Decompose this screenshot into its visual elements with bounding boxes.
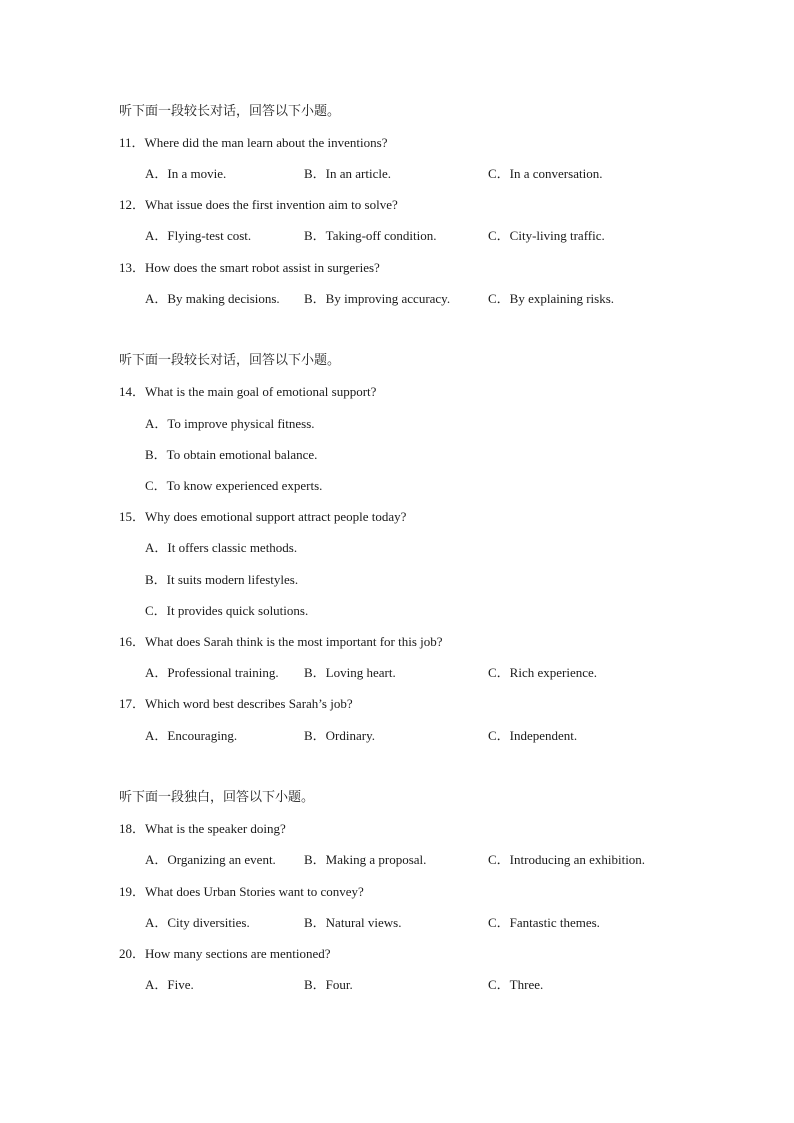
- option-text: Natural views.: [325, 915, 402, 930]
- option-letter: B．: [304, 915, 326, 930]
- question-text: Which word best describes Sarah’s job?: [145, 696, 353, 711]
- option-text: Ordinary.: [325, 728, 376, 743]
- option-text: City-living traffic.: [509, 228, 605, 243]
- option-letter: C．: [488, 166, 510, 181]
- option-letter: A．: [145, 291, 168, 306]
- option-text: By improving accuracy.: [325, 291, 451, 306]
- option-text: Flying-test cost.: [167, 228, 252, 243]
- option-20-b: [304, 977, 353, 993]
- option-13-b: [304, 291, 450, 307]
- question-18: [119, 821, 286, 837]
- option-19-b: [304, 915, 401, 931]
- question-text: Why does emotional support attract people today?: [145, 509, 407, 524]
- question-text: What is the speaker doing?: [145, 821, 286, 836]
- question-number: 15．: [119, 509, 146, 524]
- question-text: What issue does the first invention aim to solve?: [145, 197, 398, 212]
- question-number: 18．: [119, 821, 146, 836]
- option-letter: C．: [488, 728, 510, 743]
- option-text: Taking-off condition.: [325, 228, 437, 243]
- question-17: [119, 696, 353, 712]
- option-text: To obtain emotional balance.: [166, 447, 318, 462]
- option-letter: C．: [488, 665, 510, 680]
- option-text: Making a proposal.: [325, 852, 427, 867]
- question-11: [119, 135, 387, 151]
- question-text: How does the smart robot assist in surgeries?: [145, 260, 380, 275]
- question-20: [119, 946, 331, 962]
- option-text: To know experienced experts.: [166, 478, 323, 493]
- option-text: Encouraging.: [167, 728, 238, 743]
- option-14-a: [145, 416, 315, 432]
- option-text: In a movie.: [167, 166, 227, 181]
- question-number: 14．: [119, 384, 146, 399]
- option-letter: A．: [145, 166, 168, 181]
- question-12: [119, 197, 398, 213]
- option-letter: A．: [145, 665, 168, 680]
- option-12-b: [304, 228, 436, 244]
- option-text: Four.: [325, 977, 353, 992]
- option-19-c: [488, 915, 600, 931]
- option-letter: C．: [488, 915, 510, 930]
- option-letter: B．: [304, 291, 326, 306]
- option-letter: C．: [488, 291, 510, 306]
- option-text: Rich experience.: [509, 665, 598, 680]
- option-text: To improve physical fitness.: [167, 416, 315, 431]
- option-18-b: [304, 852, 426, 868]
- question-text: What does Urban Stories want to convey?: [145, 884, 364, 899]
- question-text: How many sections are mentioned?: [145, 946, 331, 961]
- option-11-a: [145, 166, 226, 182]
- option-text: Fantastic themes.: [509, 915, 600, 930]
- option-text: By explaining risks.: [509, 291, 615, 306]
- option-letter: A．: [145, 977, 168, 992]
- option-letter: A．: [145, 228, 168, 243]
- question-text: Where did the man learn about the inventions?: [144, 135, 388, 150]
- option-16-c: [488, 665, 597, 681]
- option-text: Five.: [167, 977, 194, 992]
- option-text: City diversities.: [167, 915, 250, 930]
- option-20-a: [145, 977, 194, 993]
- option-letter: A．: [145, 540, 168, 555]
- option-17-a: [145, 728, 237, 744]
- option-14-c: [145, 478, 322, 494]
- option-13-c: [488, 291, 614, 307]
- question-15: [119, 509, 406, 525]
- option-16-a: [145, 665, 279, 681]
- option-16-b: [304, 665, 396, 681]
- option-18-c: [488, 852, 645, 868]
- option-text: Independent.: [509, 728, 578, 743]
- option-letter: B．: [304, 228, 326, 243]
- option-letter: A．: [145, 728, 168, 743]
- option-15-a: [145, 540, 297, 556]
- option-15-b: [145, 572, 298, 588]
- option-letter: C．: [488, 977, 510, 992]
- option-13-a: [145, 291, 280, 307]
- option-17-b: [304, 728, 375, 744]
- option-letter: A．: [145, 852, 168, 867]
- option-letter: C．: [145, 603, 167, 618]
- section-heading: 听下面一段独白，回答以下小题。: [119, 790, 315, 805]
- option-20-c: [488, 977, 543, 993]
- question-number: 20．: [119, 946, 146, 961]
- option-letter: A．: [145, 915, 168, 930]
- option-text: It suits modern lifestyles.: [166, 572, 299, 587]
- question-14: [119, 384, 376, 400]
- question-19: [119, 884, 364, 900]
- option-text: Organizing an event.: [167, 852, 276, 867]
- option-14-b: [145, 447, 317, 463]
- question-text: What is the main goal of emotional support?: [145, 384, 377, 399]
- option-text: It provides quick solutions.: [166, 603, 309, 618]
- option-text: By making decisions.: [167, 291, 280, 306]
- option-letter: B．: [304, 665, 326, 680]
- option-12-a: [145, 228, 251, 244]
- option-text: Introducing an exhibition.: [509, 852, 646, 867]
- option-letter: C．: [488, 852, 510, 867]
- question-16: [119, 634, 443, 650]
- option-17-c: [488, 728, 577, 744]
- section-heading: 听下面一段较长对话，回答以下小题。: [119, 353, 341, 368]
- option-text: In an article.: [325, 166, 391, 181]
- option-text: Three.: [509, 977, 544, 992]
- option-letter: B．: [304, 728, 326, 743]
- question-number: 16．: [119, 634, 146, 649]
- option-text: It offers classic methods.: [167, 540, 298, 555]
- question-number: 11．: [119, 135, 145, 150]
- option-letter: B．: [145, 447, 167, 462]
- option-letter: A．: [145, 416, 168, 431]
- option-letter: B．: [304, 977, 326, 992]
- option-letter: C．: [488, 228, 510, 243]
- question-text: What does Sarah think is the most important for this job?: [145, 634, 443, 649]
- question-number: 17．: [119, 696, 146, 711]
- option-11-c: [488, 166, 602, 182]
- option-letter: C．: [145, 478, 167, 493]
- option-text: Professional training.: [167, 665, 279, 680]
- option-11-b: [304, 166, 391, 182]
- question-number: 19．: [119, 884, 146, 899]
- option-19-a: [145, 915, 250, 931]
- option-letter: B．: [304, 166, 326, 181]
- option-text: Loving heart.: [325, 665, 396, 680]
- option-text: In a conversation.: [509, 166, 603, 181]
- question-number: 13．: [119, 260, 146, 275]
- question-number: 12．: [119, 197, 146, 212]
- option-12-c: [488, 228, 605, 244]
- section-heading: 听下面一段较长对话，回答以下小题。: [119, 104, 341, 119]
- option-letter: B．: [145, 572, 167, 587]
- option-letter: B．: [304, 852, 326, 867]
- question-13: [119, 260, 380, 276]
- option-15-c: [145, 603, 308, 619]
- option-18-a: [145, 852, 276, 868]
